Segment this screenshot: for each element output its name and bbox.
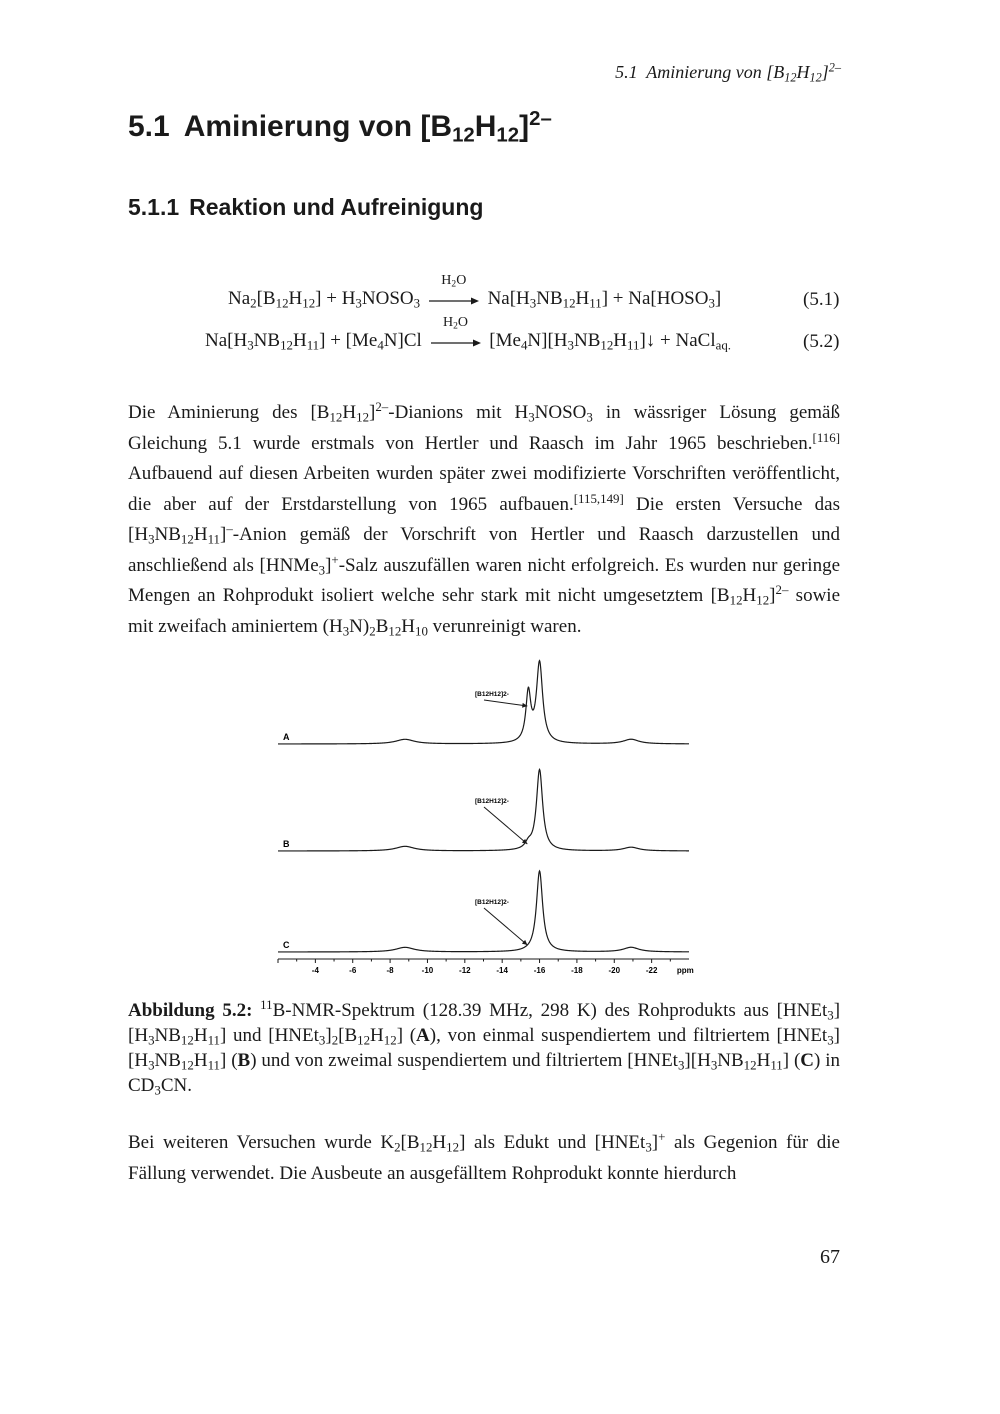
x-tick-label: -12 bbox=[459, 966, 471, 975]
subsection-number: 5.1.1 bbox=[128, 194, 180, 220]
x-tick-label: -4 bbox=[311, 966, 319, 975]
page-number: 67 bbox=[820, 1246, 840, 1268]
body-paragraph-1: Die Aminierung des $[B_{12}H_{12}]^{2-}$-Dianions mit $H_3NOSO_3$ in wässriger Lösung gemäß Gleichung 5.1 wurde erstmals von Hertler und Raasch im Jahr 1965 beschrieben.[116] Aufbauend auf diesen Arbeiten wurden später zwei modifizierte Vorschriften veröffentlicht, die aber auf der Erstdarstellung von 1965 aufbauen.[115,149] Die ersten Versuche das $[H_3NB_{12}H_{11}]^-$-Anion gemäß der Vorschrift von Hertler und Raasch darzustellen und anschließend als [HNMe$_3$]+-Salz auszufällen waren nicht erfolgreich. Es wurden nur geringe Mengen an Rohprodukt isoliert welche sehr stark mit nicht umgesetztem $[B_{12}H_{12}]^{2-}$ sowie mit zweifach aminiertem $(H_3N)_2B_{12}H_{10}$ verunreinigt waren. bbox=[128, 398, 841, 639]
trace-label: B bbox=[283, 839, 290, 849]
running-head-num: 5.1 bbox=[615, 62, 638, 82]
x-tick-label: -6 bbox=[349, 966, 357, 975]
x-tick-label: -16 bbox=[533, 966, 546, 975]
x-tick-label: -8 bbox=[386, 966, 394, 975]
trace-label: A bbox=[283, 732, 290, 742]
peak-annotation-label: [B12H12]2- bbox=[475, 691, 509, 698]
peak-annotation-label: [B12H12]2- bbox=[475, 899, 509, 906]
spectrum-trace-c bbox=[278, 871, 689, 952]
nmr-spectra-figure bbox=[272, 655, 697, 985]
x-tick-label: -10 bbox=[421, 966, 434, 975]
figure-label: Abbildung 5.2: bbox=[128, 1000, 253, 1021]
section-number: 5.1 bbox=[128, 110, 170, 143]
trace-labels bbox=[283, 732, 290, 950]
running-head: 5.1 Aminierung von $[B_{12}H_{12}]^{2-}$ bbox=[615, 60, 841, 85]
reaction-arrow: $H_2O$ bbox=[429, 293, 479, 307]
annotation-arrow bbox=[484, 908, 527, 945]
subsection-text: Reaktion und Aufreinigung bbox=[189, 194, 484, 220]
peak-annotations bbox=[475, 691, 527, 945]
trace-label: C bbox=[283, 940, 290, 950]
x-tick-label: -22 bbox=[645, 966, 658, 975]
spectrum-traces bbox=[278, 661, 689, 952]
subsection-title bbox=[128, 194, 483, 221]
figure-caption: Abbildung 5.2: $^{11}$B-NMR-Spektrum (128.39 MHz, 298 K) des Rohprodukts aus $[HNEt_3][H_3NB_{12}H_{11}]$ und $[HNEt_3]_2[B_{12}H_{12}]$ (A), von einmal suspendiertem und filtriertem $[HNEt_3][H_3NB_{12}H_{11}]$ (B) und von zweimal suspendiertem und filtriertem $[HNEt_3][H_3NB_{12}H_{11}]$ (C) in $CD_3CN$. bbox=[128, 996, 841, 1098]
x-tick-label: -14 bbox=[496, 966, 508, 975]
reaction-arrow: $H_2O$ bbox=[431, 335, 481, 349]
x-tick-label: -20 bbox=[608, 966, 621, 975]
spectrum-trace-b bbox=[278, 769, 689, 851]
equation-5-1: $Na_2[B_{12}H_{12}]$ + $H_3NOSO_3$ $H_2O$ $Na[H_3NB_{12}H_{11}]$ + $Na[HOSO_3]$ bbox=[228, 272, 722, 311]
peak-annotation-label: [B12H12]2- bbox=[475, 798, 509, 805]
equation-number: (5.1) bbox=[803, 289, 840, 310]
body-paragraph-2: Bei weiteren Versuchen wurde $K_2[B_{12}H_{12}]$ als Edukt und [HNEt$_3$]+ als Gegenion für die Fällung verwendet. Die Ausbeute an ausgefälltem Rohprodukt konnte hierdurch bbox=[128, 1128, 840, 1184]
equation-number: (5.2) bbox=[803, 331, 840, 352]
spectrum-trace-a bbox=[278, 661, 689, 744]
x-tick-label: -18 bbox=[571, 966, 583, 975]
annotation-arrow bbox=[484, 700, 527, 706]
x-axis-unit: ppm bbox=[676, 966, 694, 975]
annotation-arrow bbox=[484, 807, 527, 844]
section-title: 5.1 Aminierung von $[B_{12}H_{12}]^{2-}$ bbox=[128, 107, 552, 147]
equation-5-2: $Na[H_3NB_{12}H_{11}] + [Me_4N]Cl$ $H_2O$ $[Me_4N][H_3NB_{12}H_{11}]↓$ + NaCl$_{aq.}$ bbox=[205, 314, 732, 353]
x-axis bbox=[278, 959, 694, 975]
